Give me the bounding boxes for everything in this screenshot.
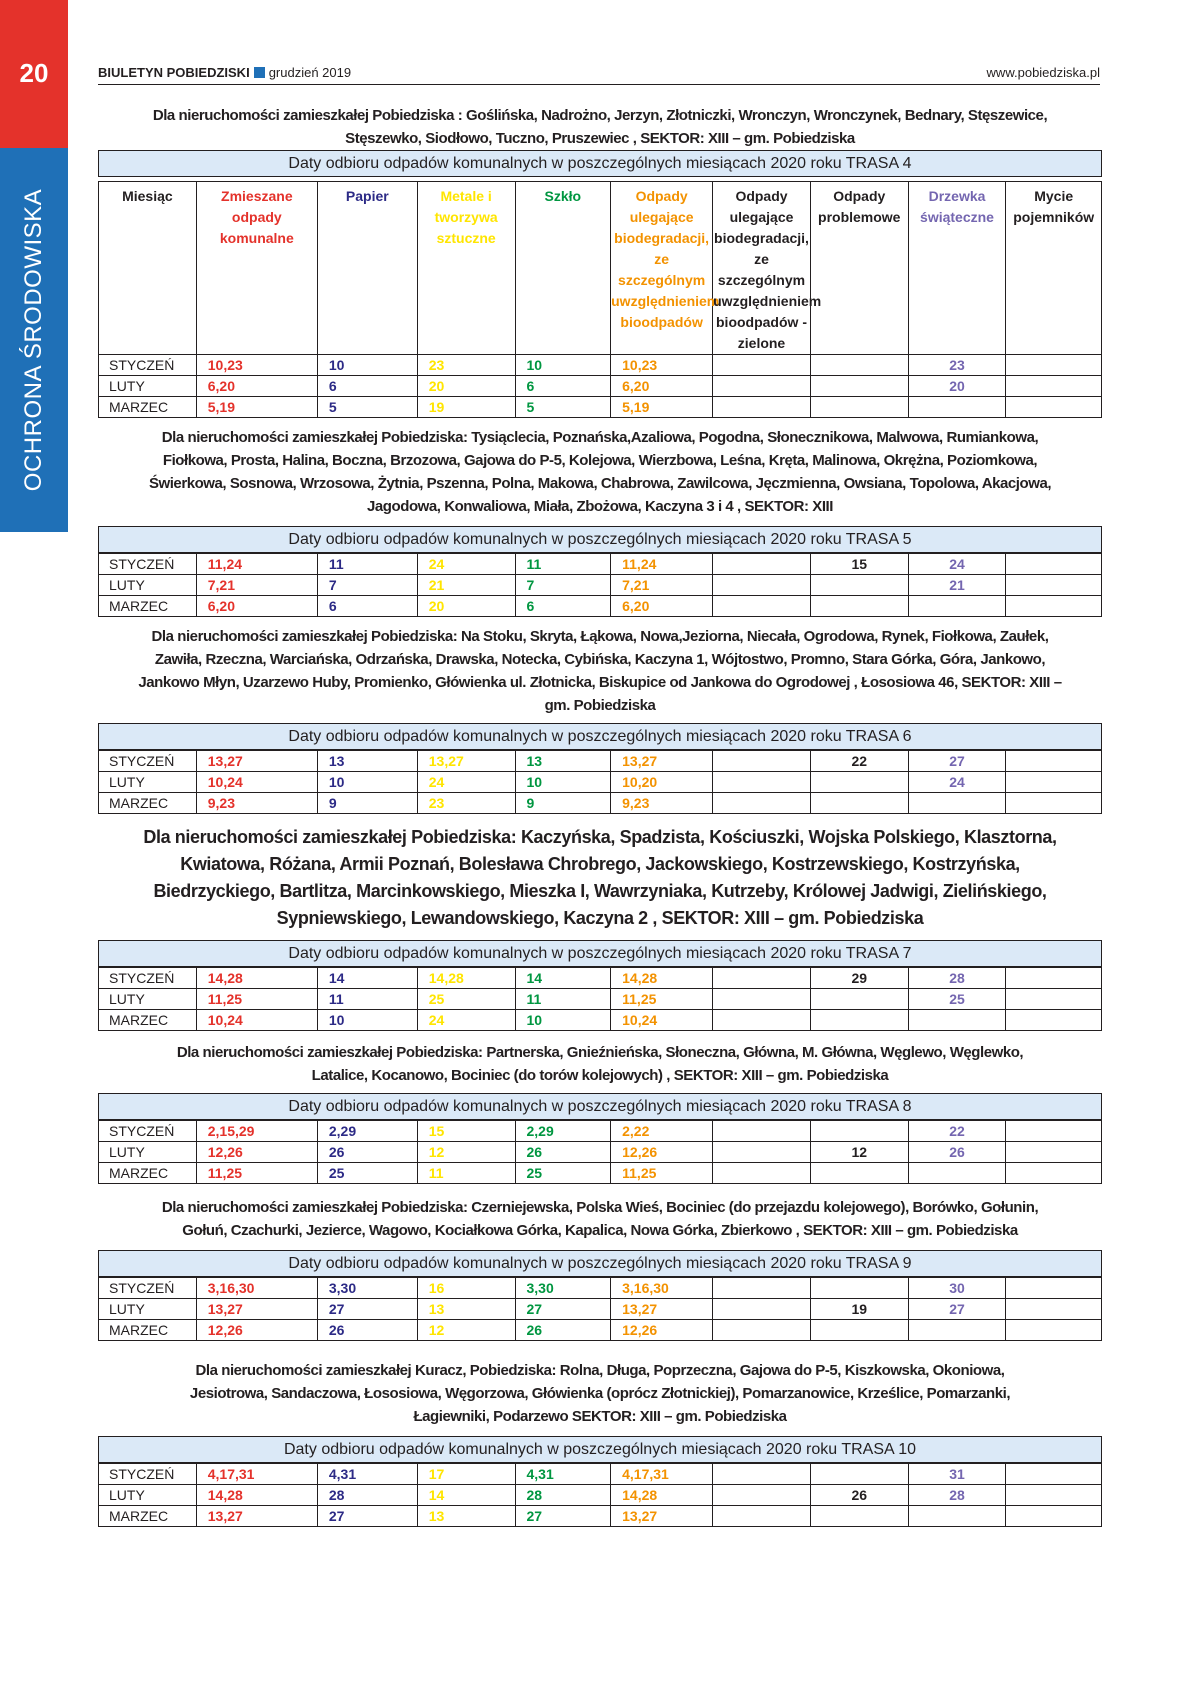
date-cell: 10 <box>317 355 417 376</box>
date-cell: 3,30 <box>317 1278 417 1299</box>
table-row <box>99 1010 1102 1031</box>
date-cell <box>713 1142 811 1163</box>
date-cell: 23 <box>417 793 515 814</box>
month-cell: MARZEC <box>99 793 197 814</box>
section-gap <box>98 814 1102 824</box>
date-cell <box>713 1163 811 1184</box>
spacer <box>98 518 1102 526</box>
section-gap <box>98 418 1102 426</box>
date-cell: 2,15,29 <box>196 1121 317 1142</box>
date-cell: 26 <box>515 1142 611 1163</box>
column-header: Drzewka świąteczne <box>908 182 1006 355</box>
date-cell: 3,16,30 <box>196 1278 317 1299</box>
section-gap <box>98 1341 1102 1359</box>
date-cell <box>1006 1320 1102 1341</box>
date-cell: 10,23 <box>196 355 317 376</box>
date-cell: 24 <box>417 554 515 575</box>
date-cell: 7 <box>515 575 611 596</box>
address-paragraph: Dla nieruchomości zamieszkałej Pobiedziska: Czerniejewska, Polska Wieś, Bociniec (do przejazdu kolejowego), Borówko, Gołunin, Gołuń, Czachurki, Jezierce, Wagowo, Kociałkowa Górka, Kapalica, Nowa Górka, Zbierkowo , SEKTOR: XIII – gm. Pobiedziska <box>161 1199 1039 1239</box>
date-cell: 10 <box>317 1010 417 1031</box>
date-cell <box>713 1010 811 1031</box>
date-cell <box>908 793 1006 814</box>
date-cell: 31 <box>908 1464 1006 1485</box>
date-cell: 7,21 <box>196 575 317 596</box>
date-cell <box>1006 1506 1102 1527</box>
date-cell: 12 <box>417 1320 515 1341</box>
date-cell: 14 <box>515 968 611 989</box>
column-header: Szkło <box>515 182 611 355</box>
date-cell <box>908 1010 1006 1031</box>
date-cell: 23 <box>908 355 1006 376</box>
date-cell: 26 <box>515 1320 611 1341</box>
date-cell: 27 <box>515 1506 611 1527</box>
date-cell: 14,28 <box>417 968 515 989</box>
date-cell: 7 <box>317 575 417 596</box>
column-header: Odpady problemowe <box>810 182 908 355</box>
date-cell: 4,17,31 <box>611 1464 713 1485</box>
table-row <box>99 397 1102 418</box>
date-cell: 9 <box>515 793 611 814</box>
date-cell: 22 <box>908 1121 1006 1142</box>
date-cell: 27 <box>908 1299 1006 1320</box>
date-cell: 17 <box>417 1464 515 1485</box>
date-cell: 11,25 <box>196 1163 317 1184</box>
table-row <box>99 575 1102 596</box>
date-cell <box>810 989 908 1010</box>
date-cell <box>713 376 811 397</box>
date-cell: 10 <box>317 772 417 793</box>
date-cell <box>713 793 811 814</box>
date-cell <box>810 1278 908 1299</box>
month-cell: LUTY <box>99 1299 197 1320</box>
schedule-title-banner: Daty odbioru odpadów komunalnych w poszczególnych miesiącach 2020 roku TRASA 5 <box>98 526 1102 553</box>
date-cell <box>810 1464 908 1485</box>
month-cell: STYCZEŃ <box>99 1121 197 1142</box>
date-cell: 28 <box>908 968 1006 989</box>
date-cell <box>1006 1163 1102 1184</box>
schedule-title-banner: Daty odbioru odpadów komunalnych w poszczególnych miesiącach 2020 roku TRASA 4 <box>98 150 1102 177</box>
date-cell: 13 <box>317 751 417 772</box>
date-cell <box>1006 1299 1102 1320</box>
date-cell: 21 <box>417 575 515 596</box>
date-cell: 13 <box>417 1299 515 1320</box>
date-cell <box>1006 968 1102 989</box>
month-cell: MARZEC <box>99 1163 197 1184</box>
date-cell: 5 <box>317 397 417 418</box>
table-row <box>99 1299 1102 1320</box>
date-cell <box>1006 1464 1102 1485</box>
date-cell: 10,23 <box>611 355 713 376</box>
date-cell <box>810 376 908 397</box>
month-cell: LUTY <box>99 1485 197 1506</box>
month-cell: STYCZEŃ <box>99 968 197 989</box>
table-row <box>99 1142 1102 1163</box>
date-cell <box>908 1506 1006 1527</box>
column-header: Odpady ulegające biodegradacji, ze szczególnym uwzględnieniem bioodpadów <box>611 182 713 355</box>
header-row <box>99 182 1102 355</box>
schedule-title-banner: Daty odbioru odpadów komunalnych w poszczególnych miesiącach 2020 roku TRASA 8 <box>98 1093 1102 1120</box>
date-cell: 24 <box>417 1010 515 1031</box>
date-cell <box>908 596 1006 617</box>
date-cell: 13,27 <box>417 751 515 772</box>
date-cell <box>1006 751 1102 772</box>
date-cell <box>713 596 811 617</box>
date-cell: 10 <box>515 355 611 376</box>
date-cell: 13,27 <box>611 1506 713 1527</box>
date-cell <box>1006 575 1102 596</box>
date-cell: 5,19 <box>611 397 713 418</box>
month-cell: MARZEC <box>99 1320 197 1341</box>
date-cell <box>713 1320 811 1341</box>
section-gap <box>98 1031 1102 1041</box>
date-cell: 12,26 <box>196 1320 317 1341</box>
date-cell <box>1006 355 1102 376</box>
date-cell: 10 <box>515 772 611 793</box>
date-cell: 10,24 <box>196 772 317 793</box>
date-cell: 4,31 <box>515 1464 611 1485</box>
date-cell: 12,26 <box>196 1142 317 1163</box>
date-cell <box>908 1320 1006 1341</box>
schedule-table <box>98 967 1102 1031</box>
table-row <box>99 554 1102 575</box>
date-cell <box>810 397 908 418</box>
date-cell: 9,23 <box>196 793 317 814</box>
date-cell: 25 <box>515 1163 611 1184</box>
month-cell: MARZEC <box>99 1010 197 1031</box>
date-cell: 14,28 <box>611 1485 713 1506</box>
date-cell: 11,25 <box>196 989 317 1010</box>
column-header: Papier <box>317 182 417 355</box>
date-cell: 5 <box>515 397 611 418</box>
date-cell <box>1006 1278 1102 1299</box>
date-cell <box>1006 1142 1102 1163</box>
date-cell: 26 <box>317 1320 417 1341</box>
date-cell <box>1006 397 1102 418</box>
month-cell: LUTY <box>99 1142 197 1163</box>
date-cell: 26 <box>810 1485 908 1506</box>
date-cell: 11,25 <box>611 1163 713 1184</box>
date-cell <box>810 1010 908 1031</box>
date-cell: 10,24 <box>611 1010 713 1031</box>
schedule-title-banner: Daty odbioru odpadów komunalnych w poszczególnych miesiącach 2020 roku TRASA 10 <box>98 1436 1102 1463</box>
date-cell <box>1006 989 1102 1010</box>
month-cell: STYCZEŃ <box>99 1278 197 1299</box>
date-cell: 11 <box>317 989 417 1010</box>
month-cell: STYCZEŃ <box>99 751 197 772</box>
date-cell <box>810 1320 908 1341</box>
table-row <box>99 376 1102 397</box>
date-cell: 28 <box>515 1485 611 1506</box>
section-tab <box>0 148 68 532</box>
page-number: 20 <box>0 0 68 148</box>
date-cell: 6,20 <box>611 596 713 617</box>
date-cell <box>713 1121 811 1142</box>
date-cell: 6 <box>515 596 611 617</box>
date-cell <box>713 989 811 1010</box>
date-cell: 2,29 <box>317 1121 417 1142</box>
date-cell <box>713 1278 811 1299</box>
website-link[interactable]: www.pobiedziska.pl <box>986 65 1100 80</box>
date-cell: 26 <box>317 1142 417 1163</box>
date-cell: 24 <box>908 554 1006 575</box>
address-paragraph: Dla nieruchomości zamieszkałej Pobiedziska : Goślińska, Nadrożno, Jerzyn, Złotniczki, Wronczyn, Wronczynek, Bednary, Stęszewice, Stęszewko, Siodłowo, Tuczno, Pruszewiec , SEKTOR: XIII – gm. Pobiedziska <box>152 107 1048 147</box>
date-cell <box>1006 1010 1102 1031</box>
date-cell: 23 <box>417 355 515 376</box>
date-cell: 15 <box>810 554 908 575</box>
spacer <box>98 1428 1102 1436</box>
month-cell: STYCZEŃ <box>99 1464 197 1485</box>
date-cell <box>713 397 811 418</box>
address-paragraph: Dla nieruchomości zamieszkałej Pobiedziska: Partnerska, Gnieźnieńska, Słoneczna, Główna, M. Główna, Węglewo, Węglewko, Latalice, Kocanowo, Bociniec (do torów kolejowych) , SEKTOR: XIII – gm. Pobiedziska <box>176 1044 1024 1084</box>
date-cell: 4,31 <box>317 1464 417 1485</box>
date-cell: 4,17,31 <box>196 1464 317 1485</box>
date-cell: 16 <box>417 1278 515 1299</box>
date-cell: 11 <box>317 554 417 575</box>
column-header: Mycie pojemników <box>1006 182 1102 355</box>
table-row <box>99 1278 1102 1299</box>
date-cell <box>810 355 908 376</box>
date-cell: 11,24 <box>611 554 713 575</box>
date-cell: 6 <box>317 376 417 397</box>
date-cell: 11 <box>515 989 611 1010</box>
schedule-table <box>98 750 1102 814</box>
month-cell: STYCZEŃ <box>99 554 197 575</box>
date-cell: 15 <box>417 1121 515 1142</box>
date-cell: 11,24 <box>196 554 317 575</box>
date-cell: 3,16,30 <box>611 1278 713 1299</box>
date-cell: 11 <box>417 1163 515 1184</box>
date-cell: 27 <box>908 751 1006 772</box>
date-cell <box>713 1485 811 1506</box>
date-cell: 12,26 <box>611 1320 713 1341</box>
page-header <box>98 62 1100 85</box>
month-cell: LUTY <box>99 575 197 596</box>
month-cell: LUTY <box>99 772 197 793</box>
date-cell: 12,26 <box>611 1142 713 1163</box>
date-cell: 2,29 <box>515 1121 611 1142</box>
date-cell: 6,20 <box>196 596 317 617</box>
date-cell: 14,28 <box>196 968 317 989</box>
date-cell: 11,25 <box>611 989 713 1010</box>
date-cell: 13 <box>515 751 611 772</box>
publication-line <box>98 65 351 80</box>
date-cell: 14,28 <box>611 968 713 989</box>
month-cell: MARZEC <box>99 1506 197 1527</box>
date-cell: 12 <box>417 1142 515 1163</box>
schedule-title-banner: Daty odbioru odpadów komunalnych w poszczególnych miesiącach 2020 roku TRASA 9 <box>98 1250 1102 1277</box>
date-cell <box>810 772 908 793</box>
date-cell: 28 <box>908 1485 1006 1506</box>
date-cell: 20 <box>417 596 515 617</box>
date-cell: 2,22 <box>611 1121 713 1142</box>
date-cell <box>713 554 811 575</box>
table-row <box>99 1121 1102 1142</box>
date-cell: 29 <box>810 968 908 989</box>
date-cell: 7,21 <box>611 575 713 596</box>
schedule-table <box>98 1120 1102 1184</box>
column-header: Metale i tworzywa sztuczne <box>417 182 515 355</box>
date-cell: 21 <box>908 575 1006 596</box>
date-cell: 20 <box>417 376 515 397</box>
square-icon <box>254 67 265 78</box>
date-cell <box>810 575 908 596</box>
table-row <box>99 1506 1102 1527</box>
date-cell: 6 <box>515 376 611 397</box>
date-cell: 24 <box>417 772 515 793</box>
table-row <box>99 793 1102 814</box>
date-cell: 22 <box>810 751 908 772</box>
date-cell: 19 <box>417 397 515 418</box>
address-paragraph: Dla nieruchomości zamieszkałej Pobiedziska: Tysiąclecia, Poznańska,Azaliowa, Pogodna, Słonecznikowa, Malwowa, Rumiankowa, Fiołkowa, Prosta, Halina, Boczna, Brzozowa, Gajowa do P-5, Kolejowa, Wierzbowa, Leśna, Kręta, Malinowa, Okrężna, Poziomkowa, Świerkowa, Sosnowa, Wrzosowa, Żytnia, Pszenna, Polna, Makowa, Chabrowa, Zawilcowa, Jęczmienna, Owsiana, Topolowa, Akacjowa, Jagodowa, Konwaliowa, Miała, Zbożowa, Kaczyna 3 i 4 , SEKTOR: XIII <box>148 429 1052 515</box>
date-cell: 5,19 <box>196 397 317 418</box>
date-cell <box>908 1163 1006 1184</box>
date-cell <box>810 793 908 814</box>
date-cell: 3,30 <box>515 1278 611 1299</box>
date-cell: 27 <box>515 1299 611 1320</box>
date-cell: 9,23 <box>611 793 713 814</box>
date-cell <box>1006 1485 1102 1506</box>
date-cell: 28 <box>317 1485 417 1506</box>
spacer <box>98 932 1102 940</box>
date-cell: 10,24 <box>196 1010 317 1031</box>
date-cell <box>713 575 811 596</box>
date-cell <box>908 397 1006 418</box>
date-cell: 25 <box>417 989 515 1010</box>
date-cell: 13,27 <box>196 1299 317 1320</box>
month-cell: MARZEC <box>99 596 197 617</box>
schedule-table <box>98 1463 1102 1527</box>
address-paragraph: Dla nieruchomości zamieszkałej Kuracz, Pobiedziska: Rolna, Długa, Poprzeczna, Gajowa do P-5, Kiszkowska, Okoniowa, Jesiotrowa, Sandaczowa, Łososiowa, Węgorzowa, Główienka (oprócz Złotnickiej), Pomarzanowice, Krześlice, Pomarzanki, Łagiewniki, Podarzewo SEKTOR: XIII – gm. Pobiedziska <box>189 1362 1011 1425</box>
date-cell: 13,27 <box>611 751 713 772</box>
date-cell <box>1006 772 1102 793</box>
date-cell <box>810 1506 908 1527</box>
date-cell: 25 <box>317 1163 417 1184</box>
section-tab-label: OCHRONA ŚRODOWISKA <box>20 188 47 492</box>
month-cell: STYCZEŃ <box>99 355 197 376</box>
date-cell: 26 <box>908 1142 1006 1163</box>
column-header: Zmieszane odpady komunalne <box>196 182 317 355</box>
address-paragraph: Dla nieruchomości zamieszkałej Pobiedziska: Kaczyńska, Spadzista, Kościuszki, Wojska Polskiego, Klasztorna, Kwiatowa, Różana, Armii Poznań, Bolesława Chrobrego, Jackowskiego, Kostrzewskiego, Kostrzyńska, Biedrzyckiego, Bartlitza, Marcinkowskiego, Mieszka I, Wawrzyniaka, Kutrzeby, Królowej Jadwigi, Zielińskiego, Sypniewskiego, Lewandowskiego, Kaczyna 2 , SEKTOR: XIII – gm. Pobiedziska <box>143 827 1057 928</box>
date-cell <box>713 1464 811 1485</box>
month-cell: LUTY <box>99 989 197 1010</box>
month-cell: MARZEC <box>99 397 197 418</box>
date-cell: 6 <box>317 596 417 617</box>
spacer <box>98 1242 1102 1250</box>
month-cell: LUTY <box>99 376 197 397</box>
date-cell <box>810 1121 908 1142</box>
table-row <box>99 989 1102 1010</box>
date-cell <box>713 772 811 793</box>
section-gap <box>98 1184 1102 1196</box>
date-cell: 25 <box>908 989 1006 1010</box>
schedule-title-banner: Daty odbioru odpadów komunalnych w poszczególnych miesiącach 2020 roku TRASA 7 <box>98 940 1102 967</box>
schedule-title-banner: Daty odbioru odpadów komunalnych w poszczególnych miesiącach 2020 roku TRASA 6 <box>98 723 1102 750</box>
date-cell: 27 <box>317 1299 417 1320</box>
table-row <box>99 1464 1102 1485</box>
date-cell: 30 <box>908 1278 1006 1299</box>
date-cell: 13,27 <box>196 751 317 772</box>
date-cell <box>1006 793 1102 814</box>
address-paragraph: Dla nieruchomości zamieszkałej Pobiedziska: Na Stoku, Skryta, Łąkowa, Nowa,Jeziorna, Niecała, Ogrodowa, Rynek, Fiołkowa, Zaułek, Zawiła, Rzeczna, Warciańska, Odrzańska, Drawska, Notecka, Cybińska, Kaczyna 1, Wójtostwo, Promno, Stara Górka, Góra, Jankowo, Jankowo Młyn, Uzarzewo Huby, Promienko, Główienka ul. Złotnicka, Biskupice od Jankowa do Ogrodowej , Łososiowa 46, SEKTOR: XIII – gm. Pobiedziska <box>138 628 1062 714</box>
date-cell <box>810 1163 908 1184</box>
column-header: Odpady ulegające biodegradacji, ze szczególnym uwzględnieniem bioodpadów - zielone <box>713 182 811 355</box>
table-row <box>99 1485 1102 1506</box>
column-header: Miesiąc <box>99 182 197 355</box>
table-row <box>99 1163 1102 1184</box>
table-row <box>99 968 1102 989</box>
date-cell: 14,28 <box>196 1485 317 1506</box>
date-cell <box>713 1299 811 1320</box>
table-row <box>99 751 1102 772</box>
date-cell: 13,27 <box>196 1506 317 1527</box>
publication-title: BIULETYN POBIEDZISKI <box>98 65 250 80</box>
date-cell: 12 <box>810 1142 908 1163</box>
date-cell: 19 <box>810 1299 908 1320</box>
schedule-table <box>98 553 1102 617</box>
date-cell: 13,27 <box>611 1299 713 1320</box>
table-row <box>99 355 1102 376</box>
date-cell <box>1006 376 1102 397</box>
date-cell <box>713 1506 811 1527</box>
date-cell: 24 <box>908 772 1006 793</box>
issue-date: grudzień 2019 <box>268 65 352 80</box>
date-cell: 10 <box>515 1010 611 1031</box>
date-cell <box>713 355 811 376</box>
date-cell: 27 <box>317 1506 417 1527</box>
date-cell: 14 <box>417 1485 515 1506</box>
date-cell: 9 <box>317 793 417 814</box>
table-row <box>99 772 1102 793</box>
schedule-table <box>98 181 1102 418</box>
date-cell: 13 <box>417 1506 515 1527</box>
date-cell <box>810 596 908 617</box>
date-cell: 14 <box>317 968 417 989</box>
date-cell: 11 <box>515 554 611 575</box>
date-cell <box>1006 554 1102 575</box>
table-row <box>99 596 1102 617</box>
date-cell <box>1006 1121 1102 1142</box>
table-row <box>99 1320 1102 1341</box>
date-cell <box>713 751 811 772</box>
date-cell <box>1006 596 1102 617</box>
date-cell: 6,20 <box>196 376 317 397</box>
date-cell: 20 <box>908 376 1006 397</box>
date-cell <box>713 968 811 989</box>
date-cell: 10,20 <box>611 772 713 793</box>
schedule-content <box>98 104 1102 1527</box>
section-gap <box>98 617 1102 625</box>
schedule-table <box>98 1277 1102 1341</box>
date-cell: 6,20 <box>611 376 713 397</box>
